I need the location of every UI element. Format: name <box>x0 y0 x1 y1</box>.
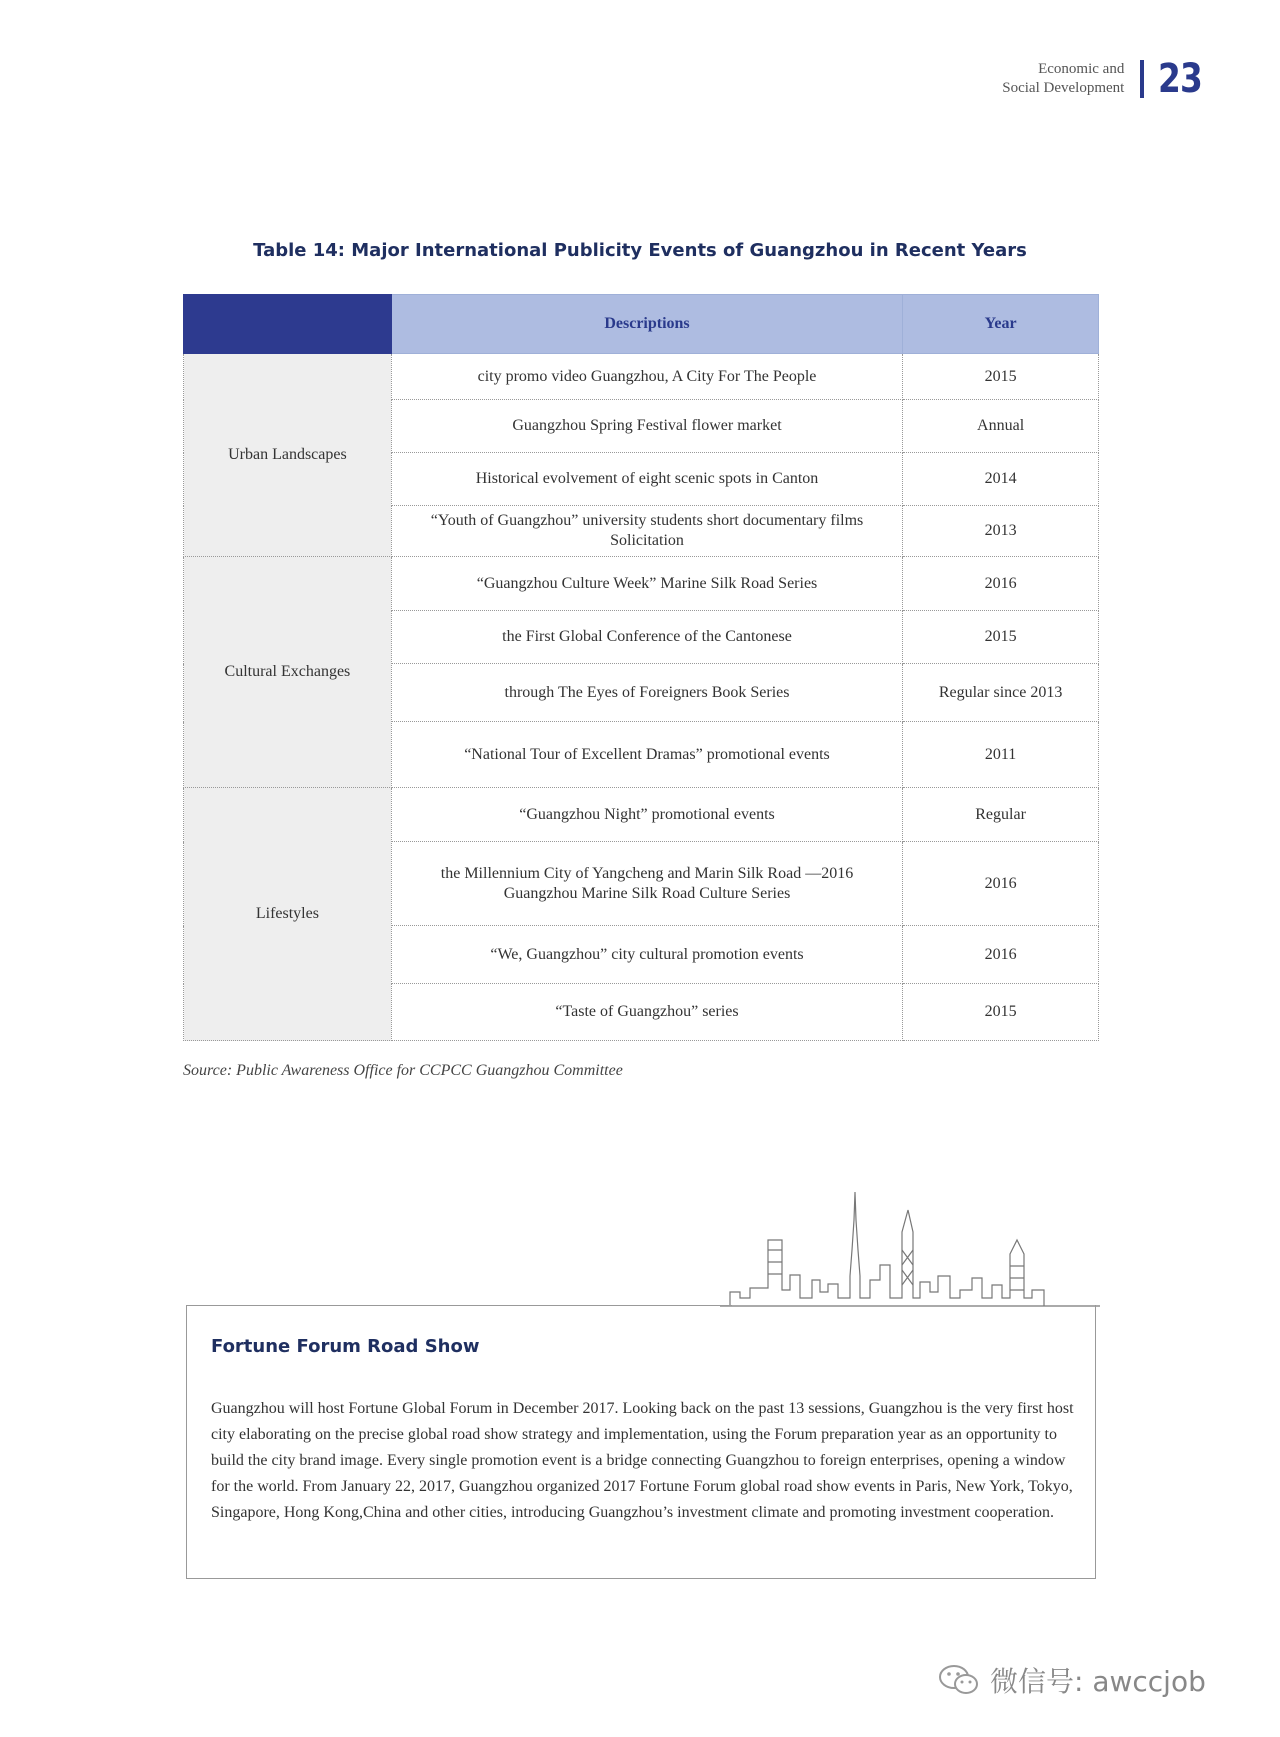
year-cell: 2013 <box>903 506 1099 557</box>
year-cell: Annual <box>903 400 1099 453</box>
page-header <box>1002 56 1212 102</box>
section-title-line1: Economic and <box>1038 61 1125 77</box>
year-cell: Regular <box>903 788 1099 842</box>
section-title <box>1002 60 1140 98</box>
description-cell: Historical evolvement of eight scenic spots in Canton <box>391 453 902 506</box>
description-cell: the Millennium City of Yangcheng and Marin Silk Road —2016 Guangzhou Marine Silk Road Culture Series <box>391 842 902 926</box>
year-cell: 2014 <box>903 453 1099 506</box>
wechat-watermark <box>938 1660 1206 1700</box>
description-cell: city promo video Guangzhou, A City For The People <box>391 354 902 400</box>
wechat-icon <box>938 1663 980 1697</box>
category-cell: Lifestyles <box>184 788 392 1041</box>
box-title: Fortune Forum Road Show <box>211 1336 480 1357</box>
description-cell: “Guangzhou Night” promotional events <box>391 788 902 842</box>
table-row <box>184 354 1099 400</box>
description-cell: “Taste of Guangzhou” series <box>391 984 902 1041</box>
year-cell: 2015 <box>903 984 1099 1041</box>
table-header-row <box>184 295 1099 354</box>
category-cell: Urban Landscapes <box>184 354 392 557</box>
header-cell-year: Year <box>903 295 1099 354</box>
header-cell-descriptions: Descriptions <box>391 295 902 354</box>
description-cell: “Guangzhou Culture Week” Marine Silk Road Series <box>391 557 902 611</box>
year-cell: 2015 <box>903 354 1099 400</box>
description-cell: “National Tour of Excellent Dramas” promotional events <box>391 722 902 788</box>
description-cell: “Youth of Guangzhou” university students short documentary films Solicitation <box>391 506 902 557</box>
year-cell: 2016 <box>903 557 1099 611</box>
section-title-line2: Social Development <box>1002 80 1125 96</box>
header-divider <box>1140 60 1144 98</box>
city-skyline-illustration <box>720 1180 1100 1310</box>
table-row <box>184 557 1099 611</box>
year-cell: Regular since 2013 <box>903 664 1099 722</box>
category-cell: Cultural Exchanges <box>184 557 392 788</box>
box-body: Guangzhou will host Fortune Global Forum in December 2017. Looking back on the past 13 sessions, Guangzhou is the very first host city elaborating on the precise global road show strategy and implementation, using the Forum preparation year as an opportunity to build the city brand image. Every single promotion event is a bridge connecting Guangzhou to foreign enterprises, opening a window for the world. From January 22, 2017, Guangzhou organized 2017 Fortune Forum global road show events in Paris, New York, Tokyo, Singapore, Hong Kong,China and other cities, introducing Guangzhou’s investment climate and promoting investment cooperation. <box>211 1400 1074 1521</box>
events-table <box>183 294 1099 1041</box>
description-cell: the First Global Conference of the Cantonese <box>391 611 902 664</box>
year-cell: 2016 <box>903 842 1099 926</box>
description-cell: through The Eyes of Foreigners Book Series <box>391 664 902 722</box>
year-cell: 2015 <box>903 611 1099 664</box>
header-cell-category <box>184 295 392 354</box>
table-source: Source: Public Awareness Office for CCPCC Guangzhou Committee <box>183 1062 623 1079</box>
description-cell: “We, Guangzhou” city cultural promotion events <box>391 926 902 984</box>
table-row <box>184 788 1099 842</box>
year-cell: 2011 <box>903 722 1099 788</box>
description-cell: Guangzhou Spring Festival flower market <box>391 400 902 453</box>
year-cell: 2016 <box>903 926 1099 984</box>
table-title: Table 14: Major International Publicity Events of Guangzhou in Recent Years <box>253 240 1027 261</box>
watermark-text: 微信号: awccjob <box>990 1665 1206 1698</box>
page-number: 23 <box>1158 56 1203 102</box>
